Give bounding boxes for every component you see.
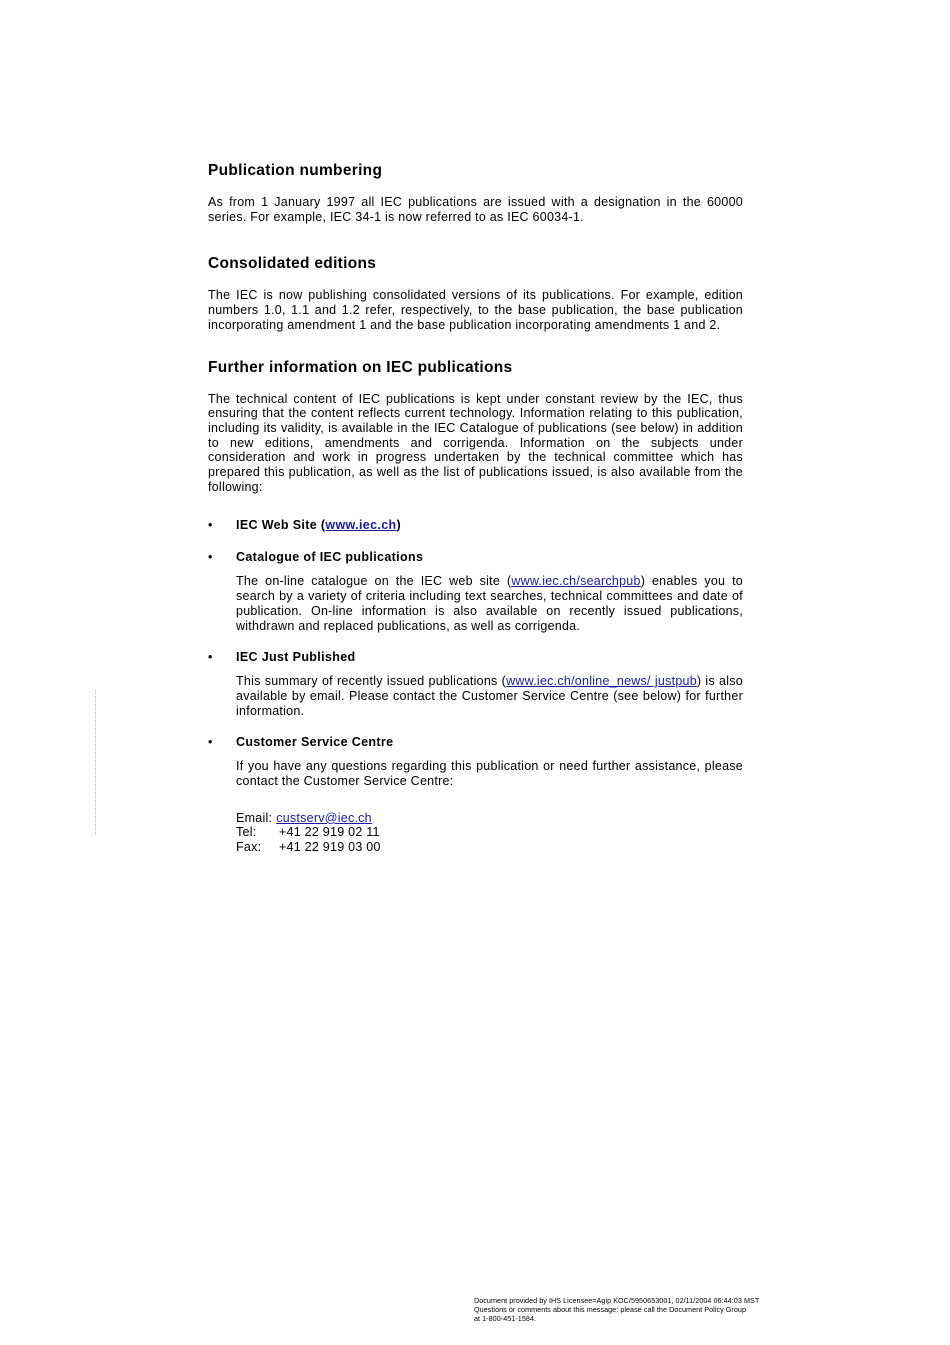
- section-heading: Further information on IEC publications: [208, 358, 513, 376]
- bullet-description: If you have any questions regarding this publication or need further assistance, please contact the Customer Service Centre:: [236, 759, 743, 789]
- list-item-customer-service: [208, 735, 743, 855]
- bullet-title: IEC Just Published: [236, 650, 356, 665]
- section-heading: Consolidated editions: [208, 255, 377, 273]
- bullet-icon: •: [208, 650, 213, 665]
- iec-website-link[interactable]: www.iec.ch: [325, 518, 397, 533]
- bullet-description: The on-line catalogue on the IEC web site (www.iec.ch/searchpub) enables you to search by a variety of criteria including text searches, technical committees and date of publication. On-line information is also available on recently issued publications, withdrawn and replaced publications, as well as corrigenda.: [236, 574, 743, 633]
- list-item-web-site: [208, 518, 743, 533]
- document-page: [208, 160, 743, 855]
- email-label: Email:: [236, 810, 273, 825]
- bullet-title: Customer Service Centre: [236, 735, 394, 750]
- list-item-just-published: [208, 650, 743, 718]
- resource-list: [208, 518, 743, 854]
- contact-details: [236, 811, 743, 855]
- list-item-catalogue: [208, 550, 743, 633]
- bullet-icon: •: [208, 735, 213, 750]
- fax-value: +41 22 919 03 00: [279, 840, 381, 855]
- section-publication-numbering: [208, 160, 743, 224]
- section-further-information: [208, 357, 743, 495]
- margin-watermark: [95, 690, 98, 835]
- searchpub-link[interactable]: www.iec.ch/searchpub: [511, 574, 641, 589]
- bullet-title: Catalogue of IEC publications: [236, 550, 424, 565]
- bullet-description: This summary of recently issued publications (www.iec.ch/online_news/ justpub) is also available by email. Please contact the Customer Service Centre (see below) for further information.: [236, 674, 743, 718]
- section-heading: Publication numbering: [208, 162, 383, 179]
- section-paragraph: As from 1 January 1997 all IEC publications are issued with a designation in the 60000 series. For example, IEC 34-1 is now referred to as IEC 60034-1.: [208, 195, 743, 224]
- footer-line: at 1-800-451-1584.: [474, 1314, 537, 1324]
- contact-fax-row: [236, 840, 743, 855]
- bullet-icon: •: [208, 550, 213, 565]
- contact-email-row: [236, 811, 743, 826]
- bullet-icon: •: [208, 518, 213, 533]
- tel-value: +41 22 919 02 11: [279, 825, 380, 840]
- justpub-link[interactable]: www.iec.ch/online_news/ justpub: [506, 674, 697, 689]
- section-consolidated-editions: [208, 253, 743, 332]
- bullet-title: IEC Web Site (www.iec.ch): [236, 518, 402, 533]
- footer-line: Questions or comments about this message: please call the Document Policy Group: [474, 1305, 747, 1315]
- section-paragraph: The IEC is now publishing consolidated versions of its publications. For example, edition numbers 1.0, 1.1 and 1.2 refer, respectively, to the base publication, the base publication incorporating amendment 1 and the base publication incorporating amendments 1 and 2.: [208, 288, 743, 332]
- footer-line: Document provided by IHS Licensee=Agip KOC/5950653001, 02/11/2004 06:44:03 MST: [474, 1296, 760, 1305]
- fax-label: Fax:: [236, 840, 262, 855]
- email-link[interactable]: custserv@iec.ch: [276, 810, 372, 825]
- document-footer: [474, 1296, 759, 1324]
- tel-label: Tel:: [236, 825, 257, 840]
- section-paragraph: The technical content of IEC publications is kept under constant review by the IEC, thus ensuring that the content reflects current technology. Information relating to this publication, including its validity, is available in the IEC Catalogue of publications (see below) in addition to new editions, amendments and corrigenda. Information on the subjects under consideration and work in progress undertaken by the technical committee which has prepared this publication, as well as the list of publications issued, is also available from the following:: [208, 391, 743, 494]
- contact-tel-row: [236, 825, 743, 840]
